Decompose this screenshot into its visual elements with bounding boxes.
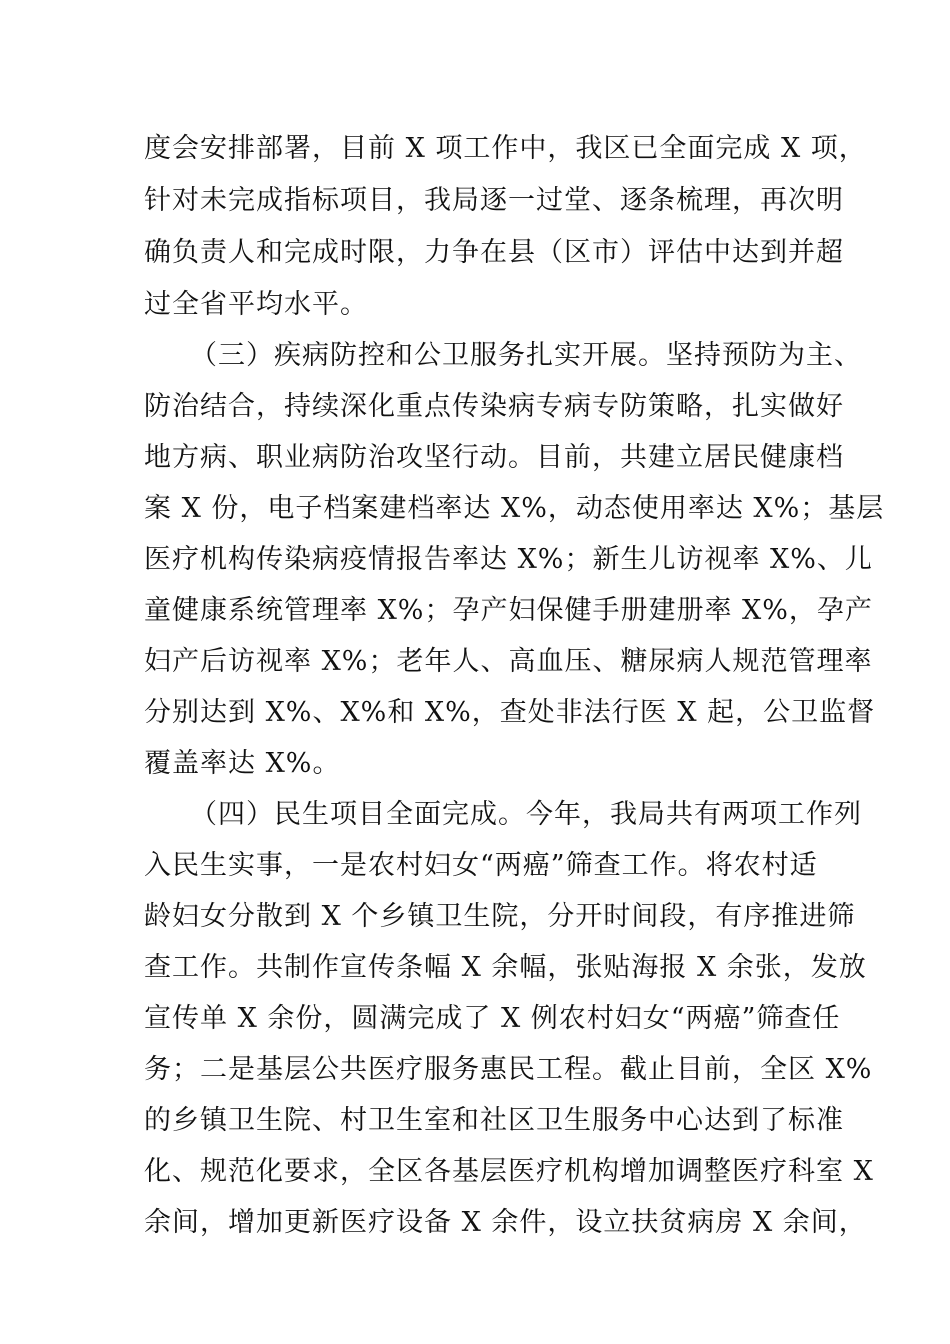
text-line: 童健康系统管理率 X%；孕产妇保健手册建册率 X%，孕产	[144, 595, 873, 626]
text-line: 确负责人和完成时限，力争在县（区市）评估中达到并超	[144, 237, 844, 268]
text-line: 宣传单 X 余份，圆满完成了 X 例农村妇女“两癌”筛查任	[144, 1003, 841, 1034]
text-line: 余间，增加更新医疗设备 X 余件，设立扶贫病房 X 余间，	[144, 1207, 867, 1238]
text-line: 过全省平均水平。	[144, 289, 368, 320]
section-heading-line: （三）疾病防控和公卫服务扎实开展。坚持预防为主、	[190, 340, 862, 371]
text-line: 的乡镇卫生院、村卫生室和社区卫生服务中心达到了标准	[144, 1105, 844, 1136]
text-line: 地方病、职业病防治攻坚行动。目前，共建立居民健康档	[144, 442, 844, 473]
text-line: 妇产后访视率 X%；老年人、高血压、糖尿病人规范管理率	[144, 646, 873, 677]
text-line: 入民生实事，一是农村妇女“两癌”筛查工作。将农村适	[144, 850, 818, 881]
text-line: 查工作。共制作宣传条幅 X 余幅，张贴海报 X 余张，发放	[144, 952, 867, 983]
text-line: 务；二是基层公共医疗服务惠民工程。截止目前，全区 X%	[144, 1054, 873, 1085]
text-line: 针对未完成指标项目，我局逐一过堂、逐条梳理，再次明	[144, 185, 844, 216]
text-line: 龄妇女分散到 X 个乡镇卫生院，分开时间段，有序推进筛	[144, 901, 856, 932]
text-line: 度会安排部署，目前 X 项工作中，我区已全面完成 X 项，	[144, 133, 867, 164]
text-line: 分别达到 X%、X%和 X%，查处非法行医 X 起，公卫监督	[144, 697, 876, 728]
text-line: 防治结合，持续深化重点传染病专病专防策略，扎实做好	[144, 391, 844, 422]
text-line: 案 X 份，电子档案建档率达 X%，动态使用率达 X%；基层	[144, 493, 885, 524]
text-line: 覆盖率达 X%。	[144, 748, 341, 779]
section-heading-line: （四）民生项目全面完成。今年，我局共有两项工作列	[190, 799, 862, 830]
text-line: 医疗机构传染病疫情报告率达 X%；新生儿访视率 X%、儿	[144, 544, 873, 575]
text-line: 化、规范化要求，全区各基层医疗机构增加调整医疗科室 X	[144, 1156, 874, 1187]
